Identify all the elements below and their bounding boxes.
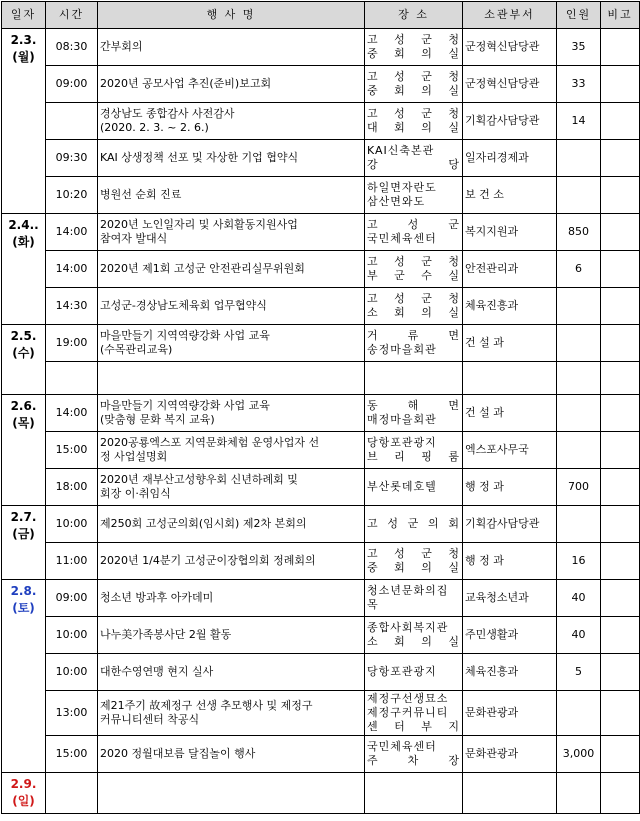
time-cell: 14:00 — [46, 251, 98, 288]
time-cell — [46, 103, 98, 140]
dept-cell: 행 정 과 — [463, 469, 557, 506]
event-cell — [98, 773, 365, 814]
table-row — [2, 325, 640, 362]
note-cell — [601, 506, 640, 543]
dept-cell: 문화관광과 — [463, 736, 557, 773]
date-label: 2.3. — [10, 33, 37, 47]
time-cell: 11:00 — [46, 543, 98, 580]
time-cell: 10:00 — [46, 617, 98, 654]
event-line: (맞춤형 문화 복지 교육) — [100, 413, 215, 426]
weekday-label: (월) — [12, 50, 35, 64]
event-line: 2020년 공모사업 추진(준비)보고회 — [100, 77, 272, 90]
table-row — [2, 580, 640, 617]
table-row — [2, 66, 640, 103]
note-cell — [601, 362, 640, 395]
place-line: 고 성 군 청 — [367, 255, 460, 268]
place-cell — [365, 691, 463, 736]
place-line: 당항포관광지 — [367, 665, 437, 678]
dept-cell: 군정혁신담당관 — [463, 66, 557, 103]
table-row — [2, 288, 640, 325]
place-cell — [365, 214, 463, 251]
date-label: 2.8. — [10, 584, 37, 598]
place-cell — [365, 29, 463, 66]
dept-cell: 보 건 소 — [463, 177, 557, 214]
dept-cell: 교육청소년과 — [463, 580, 557, 617]
place-line: 송정마을회관 — [367, 343, 437, 356]
note-cell — [601, 29, 640, 66]
dept-cell: 문화관광과 — [463, 691, 557, 736]
note-cell — [601, 580, 640, 617]
time-cell: 18:00 — [46, 469, 98, 506]
place-line: 매정마을회관 — [367, 413, 437, 426]
table-row — [2, 103, 640, 140]
note-cell — [601, 773, 640, 814]
event-line: 2020 정월대보름 달집놀이 행사 — [100, 747, 256, 760]
event-cell — [98, 580, 365, 617]
table-row — [2, 432, 640, 469]
note-cell — [601, 325, 640, 362]
event-cell — [98, 177, 365, 214]
dept-cell: 건 설 과 — [463, 325, 557, 362]
time-cell: 14:00 — [46, 214, 98, 251]
table-row — [2, 214, 640, 251]
date-cell — [2, 773, 46, 814]
place-line: 고 성 군 의 회 — [367, 517, 460, 530]
event-line: 2020년 제1회 고성군 안전관리실무위원회 — [100, 262, 305, 275]
table-row — [2, 395, 640, 432]
dept-cell: 군정혁신담당관 — [463, 29, 557, 66]
dept-cell: 엑스포사무국 — [463, 432, 557, 469]
dept-cell: 안전관리과 — [463, 251, 557, 288]
place-line: 국민체육센터 — [367, 740, 437, 753]
event-cell — [98, 395, 365, 432]
place-line: 강 당 — [367, 158, 460, 171]
place-line: 고 성 군 청 — [367, 70, 460, 83]
time-cell: 15:00 — [46, 736, 98, 773]
event-cell — [98, 29, 365, 66]
dept-cell: 기획감사담당관 — [463, 103, 557, 140]
count-cell — [557, 362, 601, 395]
date-label: 2.4.. — [8, 218, 39, 232]
place-cell — [365, 736, 463, 773]
dept-cell: 기획감사담당관 — [463, 506, 557, 543]
event-cell — [98, 325, 365, 362]
note-cell — [601, 66, 640, 103]
place-line: 대 회 의 실 — [367, 121, 460, 134]
count-cell — [557, 432, 601, 469]
place-cell — [365, 617, 463, 654]
event-cell — [98, 691, 365, 736]
count-cell: 33 — [557, 66, 601, 103]
place-line: KAI신축본관 — [367, 144, 435, 157]
event-line: 경상남도 종합감사 사전감사 — [100, 107, 235, 120]
place-line: 중 회 의 실 — [367, 47, 460, 60]
count-cell — [557, 506, 601, 543]
event-cell — [98, 251, 365, 288]
schedule-table — [1, 1, 640, 814]
dept-cell: 주민생활과 — [463, 617, 557, 654]
note-cell — [601, 654, 640, 691]
place-cell — [365, 251, 463, 288]
event-cell — [98, 103, 365, 140]
note-cell — [601, 736, 640, 773]
time-cell — [46, 773, 98, 814]
place-cell — [365, 177, 463, 214]
date-cell — [2, 395, 46, 506]
dept-cell: 행 정 과 — [463, 543, 557, 580]
event-cell — [98, 543, 365, 580]
event-cell — [98, 362, 365, 395]
note-cell — [601, 543, 640, 580]
time-cell: 14:30 — [46, 288, 98, 325]
date-cell — [2, 325, 46, 395]
place-cell — [365, 362, 463, 395]
event-line: 제21주기 故제정구 선생 추모행사 및 제정구 — [100, 699, 313, 712]
note-cell — [601, 288, 640, 325]
weekday-label: (목) — [12, 416, 35, 430]
event-cell — [98, 506, 365, 543]
count-cell — [557, 773, 601, 814]
place-line: 국민체육센터 — [367, 232, 437, 245]
date-label: 2.9. — [10, 777, 37, 791]
time-cell: 10:00 — [46, 654, 98, 691]
event-line: 대한수영연맹 현지 실사 — [100, 665, 214, 678]
weekday-label: (수) — [12, 346, 35, 360]
place-line: 고 성 군 청 — [367, 547, 460, 560]
place-line: 고 성 군 청 — [367, 33, 460, 46]
time-cell: 09:00 — [46, 580, 98, 617]
count-cell: 5 — [557, 654, 601, 691]
place-cell — [365, 288, 463, 325]
count-cell — [557, 395, 601, 432]
time-cell: 09:30 — [46, 140, 98, 177]
time-cell: 15:00 — [46, 432, 98, 469]
event-line: 마을만들기 지역역량강화 사업 교육 — [100, 329, 270, 342]
event-line: 정 사업설명회 — [100, 450, 168, 463]
place-line: 하일면자란도 — [367, 181, 437, 194]
table-row — [2, 506, 640, 543]
event-line: 2020년 노인일자리 및 사회활동지원사업 — [100, 218, 298, 231]
event-cell — [98, 617, 365, 654]
table-row — [2, 177, 640, 214]
header-row — [2, 2, 640, 29]
table-row — [2, 140, 640, 177]
place-cell — [365, 469, 463, 506]
note-cell — [601, 617, 640, 654]
time-cell: 08:30 — [46, 29, 98, 66]
place-cell — [365, 140, 463, 177]
note-cell — [601, 469, 640, 506]
schedule-body — [2, 29, 640, 814]
date-label: 2.7. — [10, 510, 37, 524]
date-cell — [2, 506, 46, 580]
event-line: 간부회의 — [100, 40, 143, 53]
date-label: 2.5. — [10, 329, 37, 343]
event-cell — [98, 140, 365, 177]
dept-cell: 건 설 과 — [463, 395, 557, 432]
count-cell: 40 — [557, 580, 601, 617]
count-cell — [557, 288, 601, 325]
event-line: 병원선 순회 진료 — [100, 188, 182, 201]
event-line: 나누美가족봉사단 2월 활동 — [100, 628, 232, 641]
time-cell — [46, 362, 98, 395]
time-cell: 09:00 — [46, 66, 98, 103]
place-line: 부 군 수 실 — [367, 269, 460, 282]
event-line: 청소년 방과후 아카데미 — [100, 591, 214, 604]
header-note: 비고 — [601, 2, 640, 29]
event-line: (수목관리교육) — [100, 343, 173, 356]
weekday-label: (토) — [12, 601, 35, 615]
dept-cell: 일자리경제과 — [463, 140, 557, 177]
weekday-label: (화) — [12, 235, 35, 249]
place-line: 종합사회복지관 — [367, 621, 449, 634]
note-cell — [601, 395, 640, 432]
count-cell: 3,000 — [557, 736, 601, 773]
place-line: 브 리 핑 룸 — [367, 450, 460, 463]
place-line: 주 차 장 — [367, 754, 460, 767]
count-cell: 14 — [557, 103, 601, 140]
event-line: 회장 이·취임식 — [100, 487, 171, 500]
event-cell — [98, 654, 365, 691]
event-line: 2020년 1/4분기 고성군이장협의회 정례회의 — [100, 554, 316, 567]
place-line: 중 회 의 실 — [367, 84, 460, 97]
place-line: 제정구커뮤니티 — [367, 706, 449, 719]
table-row — [2, 773, 640, 814]
dept-cell: 체육진흥과 — [463, 288, 557, 325]
table-row — [2, 469, 640, 506]
note-cell — [601, 251, 640, 288]
event-cell — [98, 432, 365, 469]
place-cell — [365, 773, 463, 814]
place-cell — [365, 103, 463, 140]
header-dept: 소관부서 — [463, 2, 557, 29]
count-cell: 850 — [557, 214, 601, 251]
note-cell — [601, 432, 640, 469]
event-cell — [98, 214, 365, 251]
dept-cell — [463, 773, 557, 814]
event-line: 커뮤니티센터 착공식 — [100, 713, 200, 726]
header-time: 시간 — [46, 2, 98, 29]
date-label: 2.6. — [10, 399, 37, 413]
event-line: 마을만들기 지역역량강화 사업 교육 — [100, 399, 270, 412]
note-cell — [601, 140, 640, 177]
place-line: 거 류 면 — [367, 329, 460, 342]
place-line: 청소년문화의집 — [367, 584, 449, 597]
dept-cell: 복지지원과 — [463, 214, 557, 251]
place-cell — [365, 543, 463, 580]
weekday-label: (금) — [12, 527, 35, 541]
time-cell: 13:00 — [46, 691, 98, 736]
event-line: 제250회 고성군의회(임시회) 제2차 본회의 — [100, 517, 307, 530]
place-cell — [365, 395, 463, 432]
place-cell — [365, 654, 463, 691]
count-cell — [557, 140, 601, 177]
dept-cell: 체육진흥과 — [463, 654, 557, 691]
date-cell — [2, 29, 46, 214]
table-row — [2, 362, 640, 395]
place-line: 소 회 의 실 — [367, 306, 460, 319]
place-line: 소 회 의 실 — [367, 635, 460, 648]
table-row — [2, 654, 640, 691]
count-cell: 16 — [557, 543, 601, 580]
header-count: 인원 — [557, 2, 601, 29]
place-line: 고 성 군 청 — [367, 292, 460, 305]
header-place: 장 소 — [365, 2, 463, 29]
time-cell: 10:00 — [46, 506, 98, 543]
note-cell — [601, 177, 640, 214]
count-cell — [557, 691, 601, 736]
header-date: 일자 — [2, 2, 46, 29]
date-cell — [2, 580, 46, 773]
time-cell: 19:00 — [46, 325, 98, 362]
event-line: KAI 상생정책 선포 및 자상한 기업 협약식 — [100, 151, 299, 164]
note-cell — [601, 214, 640, 251]
place-cell — [365, 506, 463, 543]
place-line: 당항포관광지 — [367, 436, 437, 449]
table-row — [2, 543, 640, 580]
count-cell: 35 — [557, 29, 601, 66]
place-cell — [365, 432, 463, 469]
header-event: 행 사 명 — [98, 2, 365, 29]
place-cell — [365, 580, 463, 617]
weekday-label: (일) — [12, 794, 35, 808]
place-cell — [365, 66, 463, 103]
place-line: 목 — [367, 598, 379, 611]
event-line: (2020. 2. 3. ~ 2. 6.) — [100, 121, 209, 134]
event-cell — [98, 288, 365, 325]
event-cell — [98, 66, 365, 103]
count-cell: 6 — [557, 251, 601, 288]
count-cell: 40 — [557, 617, 601, 654]
table-row — [2, 617, 640, 654]
time-cell: 14:00 — [46, 395, 98, 432]
place-line: 부산롯데호텔 — [367, 480, 437, 493]
event-cell — [98, 736, 365, 773]
table-row — [2, 251, 640, 288]
note-cell — [601, 103, 640, 140]
place-line: 제정구선생묘소 — [367, 692, 449, 705]
table-row — [2, 736, 640, 773]
event-line: 고성군-경상남도체육회 업무협약식 — [100, 299, 267, 312]
place-line: 삼산면와도 — [367, 195, 426, 208]
event-cell — [98, 469, 365, 506]
event-line: 참여자 발대식 — [100, 232, 168, 245]
dept-cell — [463, 362, 557, 395]
date-cell — [2, 214, 46, 325]
place-line: 중 회 의 실 — [367, 561, 460, 574]
place-line: 고 성 군 청 — [367, 107, 460, 120]
event-line: 2020공룡엑스포 지역문화체험 운영사업자 선 — [100, 436, 320, 449]
time-cell: 10:20 — [46, 177, 98, 214]
place-line: 동 해 면 — [367, 399, 460, 412]
count-cell — [557, 325, 601, 362]
count-cell: 700 — [557, 469, 601, 506]
table-row — [2, 691, 640, 736]
place-cell — [365, 325, 463, 362]
place-line: 고 성 군 — [367, 218, 460, 231]
place-line: 센 터 부 지 — [367, 720, 460, 733]
count-cell — [557, 177, 601, 214]
table-row — [2, 29, 640, 66]
event-line: 2020년 재부산고성향우회 신년하례회 및 — [100, 473, 298, 486]
note-cell — [601, 691, 640, 736]
